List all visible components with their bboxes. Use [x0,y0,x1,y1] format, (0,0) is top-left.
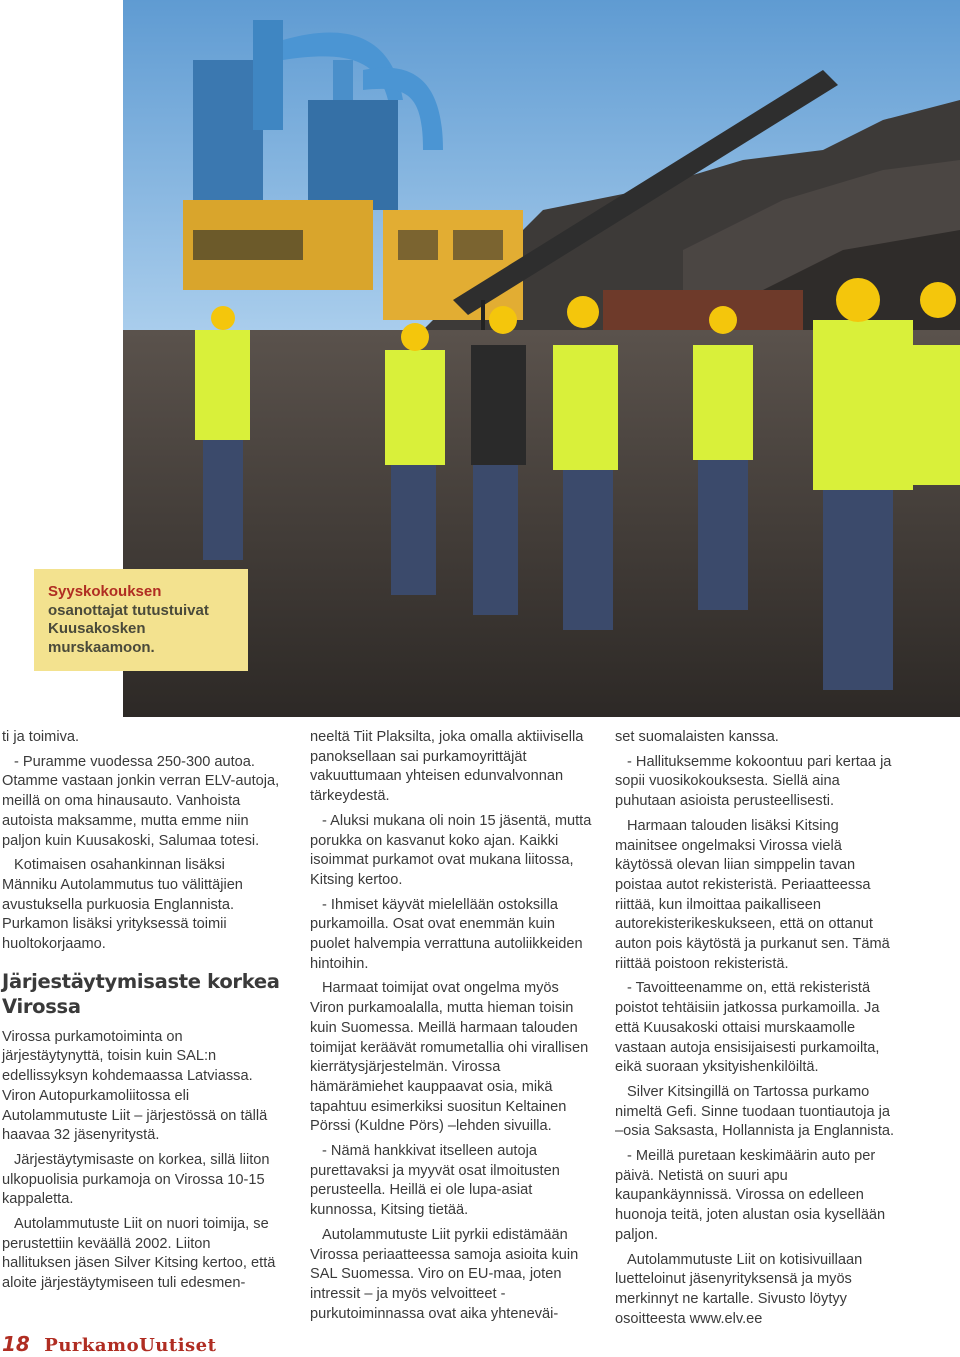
paragraph: - Meillä puretaan keskimäärin auto per päivä. Netistä on suuri apu kaupankäynnissä. Virossa on edelleen huonoja teitä, joten alustan osia kysellään paljon. [615,1148,886,1243]
paragraph: set suomalaisten kanssa. [615,729,779,745]
text-column-3 [615,728,900,1334]
paragraph: - Aluksi mukana oli noin 15 jäsentä, mutta porukka on kasvanut koko ajan. Kaikki isoimmat purkamot ovat mukana liitossa, Kitsing kertoo. [310,812,592,888]
paragraph: ti ja toimiva. [2,729,80,745]
caption-lead: Syyskokouksen [48,583,162,600]
paragraph: - Ihmiset käyvät mielellään ostoksilla purkamoilla. Osat ovat enemmän kuin puolet halvempia verrattuna autoliikkeiden hintoihin. [310,896,583,972]
scrapyard-photo [123,0,960,717]
photo-caption [34,569,248,671]
paragraph: - Nämä hankkivat itselleen autoja purettavaksi ja myyvät osat ilmoitusten perusteella. Heillä ei ole lupa-asiat kunnossa, Kitsing tietää. [310,1143,560,1219]
paragraph: Autolammutuste Liit on kotisivuillaan luetteloinut jäsenyrityksensä ja myös merkinnyt ne kartalle. Sivusto löytyy osoitteesta www.elv.ee [615,1251,863,1327]
section-heading: Järjestäytymisaste korkea Virossa [2,969,280,1018]
scrapyard-photo-illustration [123,0,960,717]
paragraph: - Tavoitteenamme on, että rekisteristä poistot tehtäisiin jatkossa purkamoilla. Ja että Kuusakoski ottaisi murskaamolle vastaan autoja ensisijaisesti purkamoilta, eikä suoraan yksityishenkilöiltä. [615,980,880,1076]
text-column-1 [2,728,280,1299]
caption-text: osanottajat tutustuivat Kuusakosken murskaamoon. [48,601,209,656]
text-column-2 [310,728,592,1329]
publication-name: PurkamoUutiset [44,1335,217,1356]
page-footer [2,1332,216,1354]
paragraph: Virossa purkamotoiminta on järjestäytynyttä, toisin kuin SAL:n edellissyksyn kohdemaassa Latviassa. Viron Autopurkamoliitossa eli Autolammutuste Liit – järjestössä on tällä haavaa 32 jäsenyritystä. [2,1028,268,1144]
page-number: 18 [2,1332,30,1356]
paragraph: Autolammutuste Liit on nuori toimija, se perustettiin keväällä 2002. Liiton hallituksen jäsen Silver Kitsing kertoo, että aloite järjestäytymiseen tuli edesmen- [2,1216,276,1292]
paragraph: Harmaan talouden lisäksi Kitsing mainitsee ongelmaksi Virossa vielä käytössä olevan liian simppelin tavan poistaa autot rekisteristä. Periaatteessa riittää, kun ilmoittaa paikalliseen autorekisterikeskukseen, että on ottanut auton pois käytöstä ja purkanut sen. Tämä riittää poistoon rekisteristä. [615,817,890,972]
paragraph: neeltä Tiit Plaksilta, joka omalla aktiivisella panoksellaan sai purkamoyrittäjät vakuuttumaan yhteisen edunvalvonnan tärkeydestä. [310,729,584,805]
paragraph: Harmaat toimijat ovat ongelma myös Viron purkamoalalla, mutta hieman toisin kuin Suomessa. Meillä harmaan talouden toimijat keräävät romumetallia ohi virallisen kierrätysjärjestelmän. Virossa hämärämiehet kauppaavat osia, mikä tapahtuu esimerkiksi suositun Keltainen Pörssi (Kuldne Pörs) –lehden sivuilla. [310,980,589,1135]
paragraph: Kotimaisen osahankinnan lisäksi Männiku Autolammutus tuo välittäjien avustuksella purkuosia Englannista. Purkamon lisäksi yrityksessä toimii huoltokorjaamo. [2,857,243,953]
paragraph: Silver Kitsingillä on Tartossa purkamo nimeltä Gefi. Sinne tuodaan tuontiautoja ja –osia Saksasta, Hollannista ja Englannista. [615,1083,895,1140]
paragraph: Järjestäytymisaste on korkea, sillä liiton ulkopuolisia purkamoja on Virossa 10-15 kappaletta. [2,1151,270,1208]
paragraph: Autolammutuste Liit pyrkii edistämään Virossa periaatteessa samoja asioita kuin SAL Suomessa. Viro on EU-maa, joten intressit – ja myös velvoitteet - purkutoiminnassa ovat aika yhteneväi- [310,1226,579,1322]
paragraph: - Hallituksemme kokoontuu pari kertaa ja sopii vuosikokouksesta. Siellä aina puhutaan asioista perusteellisesti. [615,753,892,810]
paragraph: - Puramme vuodessa 250-300 autoa. Otamme vastaan jonkin verran ELV-autoja, meillä on oma hinausauto. Vanhoista autoista maksamme, mutta emme niin paljon kuin Kuusakoski, Salumaa totesi. [2,753,280,849]
